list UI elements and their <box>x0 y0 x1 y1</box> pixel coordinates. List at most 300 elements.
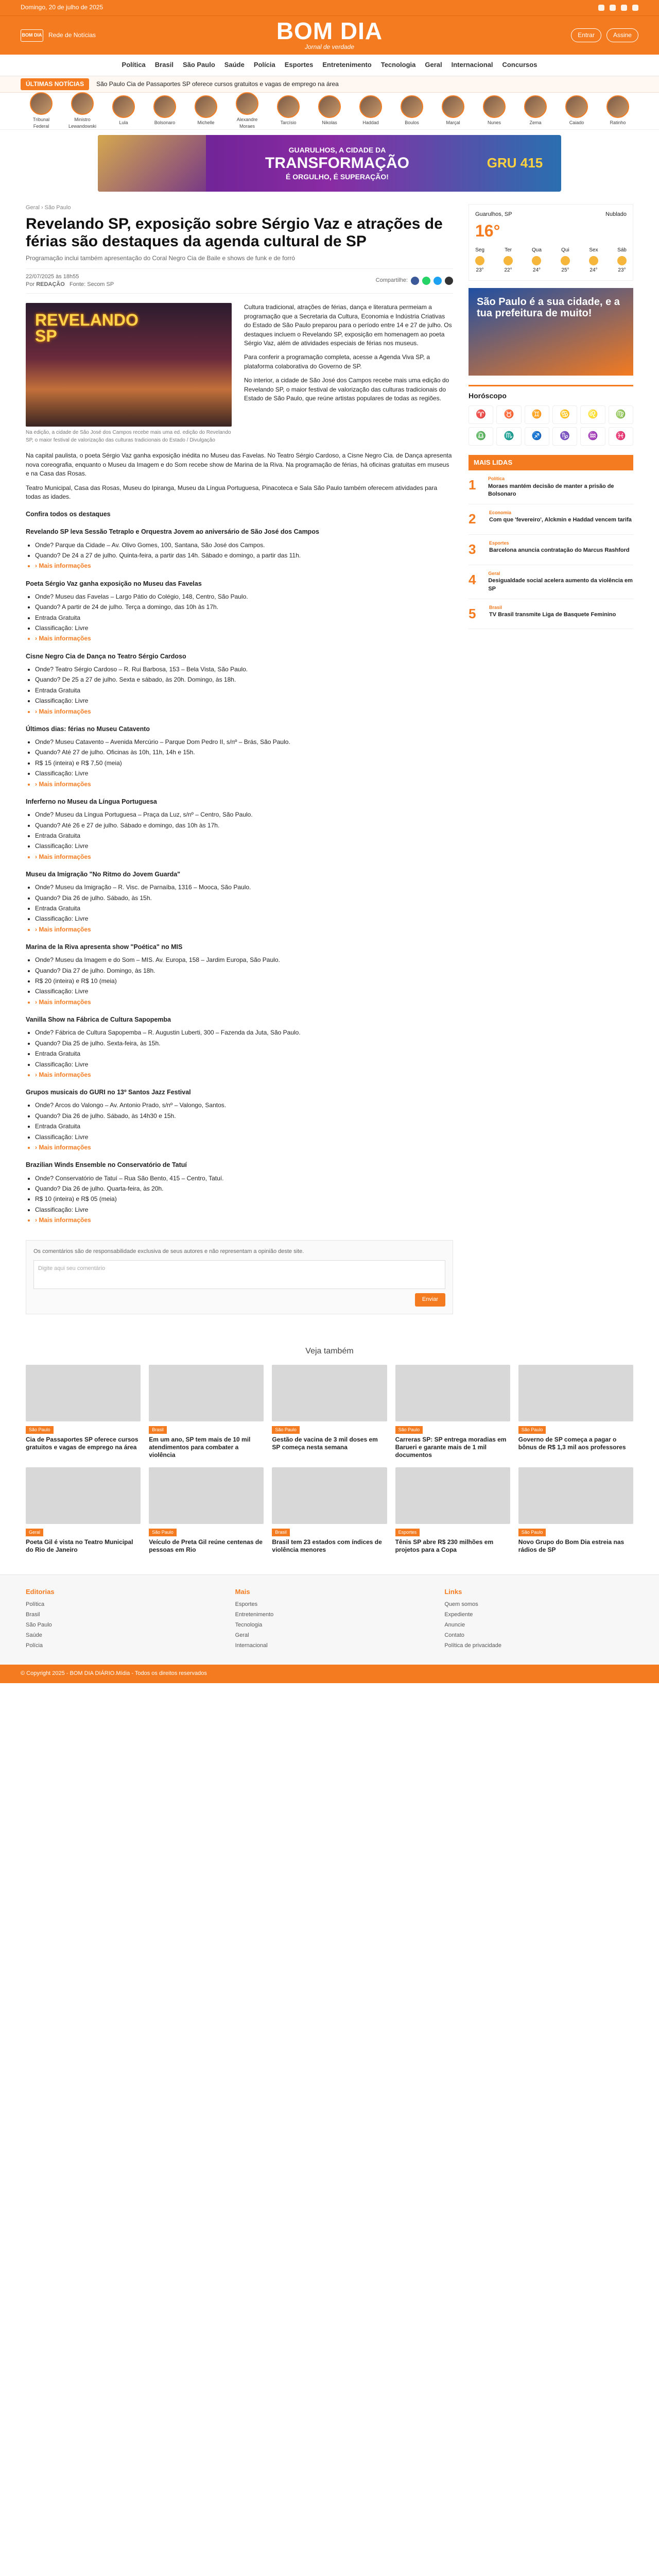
story-avatar <box>277 95 300 118</box>
section-item: • Classificação: Livre <box>35 1060 453 1069</box>
zodiac-sign-icon[interactable]: ♊ <box>525 405 549 424</box>
nav-item[interactable]: Geral <box>425 61 442 69</box>
zodiac-sign-icon[interactable]: ♒ <box>580 427 605 446</box>
story-label: Tribunal Federal <box>32 116 50 129</box>
trending-text[interactable]: São Paulo Cia de Passaportes SP oferece cursos gratuitos e vagas de emprego na área <box>96 80 339 88</box>
story-item[interactable] <box>232 92 262 130</box>
related-title: Governo de SP começa a pagar o bônus de R$ 1,3 mil aos professores <box>518 1435 626 1451</box>
story-avatar <box>195 95 217 118</box>
most-read-rank: 2 <box>469 511 476 527</box>
story-item[interactable] <box>562 95 592 126</box>
forecast-temp: 22° <box>504 267 512 273</box>
ad-line-1: GUARULHOS, A CIDADE DA <box>288 145 386 154</box>
section-item: • Quando? Até 27 de julho. Oficinas às 10h, 11h, 14h e 15h. <box>35 748 453 757</box>
link-share-icon[interactable] <box>445 277 453 285</box>
story-avatar <box>401 95 423 118</box>
sun-icon <box>532 256 541 265</box>
sun-icon <box>617 256 627 265</box>
more-info-link[interactable]: • › Mais informações <box>35 634 453 643</box>
forecast-temp: 25° <box>561 267 569 273</box>
nav-item[interactable]: Política <box>122 61 146 69</box>
story-item[interactable] <box>273 95 303 126</box>
footer-link[interactable]: Brasil <box>26 1612 40 1618</box>
section-title: Inferferno no Museu da Língua Portuguesa <box>26 798 157 805</box>
story-label: Zema <box>529 120 542 126</box>
body-paragraph: Teatro Municipal, Casa das Rosas, Museu do Ipiranga, Museu da Língua Portuguesa, Pinacoteca e Sala São Paulo também oferecem atividades para todas as idades. <box>26 484 438 500</box>
most-read-item[interactable] <box>469 470 633 504</box>
zodiac-sign-icon[interactable]: ♎ <box>469 427 493 446</box>
subscribe-button[interactable]: Assine <box>606 28 638 42</box>
zodiac-sign-icon[interactable]: ♐ <box>525 427 549 446</box>
breadcrumb[interactable]: Geral › São Paulo <box>26 205 71 211</box>
article-meta <box>26 268 453 294</box>
related-tag: Brasil <box>272 1529 290 1536</box>
forecast-day <box>617 247 627 274</box>
most-read-category: Esportes <box>489 540 509 546</box>
masthead <box>0 15 659 55</box>
more-info-link[interactable]: • › Mais informações <box>35 562 453 570</box>
nav-item[interactable]: Brasil <box>154 61 174 69</box>
story-avatar <box>318 95 341 118</box>
related-card[interactable] <box>518 1467 633 1554</box>
footer-link[interactable]: Contato <box>444 1632 464 1639</box>
story-item[interactable] <box>191 95 221 126</box>
stories-row <box>0 93 659 130</box>
story-label: Boulos <box>405 120 419 126</box>
headline: Revelando SP, exposição sobre Sérgio Vaz e atrações de férias são destaques da agenda cultural de SP <box>26 215 443 250</box>
section-list <box>35 810 453 861</box>
more-info-link[interactable]: • › Mais informações <box>35 707 453 716</box>
section-item: • Onde? Fábrica de Cultura Sapopemba – R. Augustin Luberti, 300 – Fazenda da Juta, São Paulo. <box>35 1028 453 1037</box>
forecast-day <box>475 247 484 274</box>
related-tag: São Paulo <box>518 1529 546 1536</box>
footer-column <box>444 1587 633 1653</box>
most-read-item[interactable] <box>469 565 633 599</box>
site-title: BOM DIA <box>276 17 383 44</box>
story-label: Lula <box>119 120 128 126</box>
share-bar <box>376 277 453 285</box>
youtube-icon[interactable] <box>632 5 638 11</box>
section-title: Últimos dias: férias no Museu Catavento <box>26 725 150 733</box>
forecast-day-name: Qui <box>561 247 569 253</box>
ad-banner-photo <box>98 135 206 192</box>
zodiac-sign-icon[interactable]: ♈ <box>469 405 493 424</box>
forecast-day <box>561 247 570 274</box>
most-read-rank: 5 <box>469 605 476 621</box>
most-read-rank: 4 <box>469 571 476 587</box>
site-tagline: Jornal de verdade <box>304 43 355 50</box>
related-tag: Brasil <box>149 1426 167 1434</box>
related-card[interactable] <box>26 1467 141 1554</box>
forecast-day-name: Seg <box>475 247 484 253</box>
section-list <box>35 956 453 1007</box>
sun-icon <box>475 256 484 265</box>
more-info-link[interactable]: • › Mais informações <box>35 853 453 861</box>
related-card[interactable] <box>395 1365 510 1459</box>
network-text: Rede de Notícias <box>48 31 96 39</box>
site-logo[interactable] <box>276 19 383 52</box>
related-title: Veículo de Preta Gil reúne centenas de pessoas em Rio <box>149 1538 263 1553</box>
story-label: Nunes <box>487 120 501 126</box>
ad-brand: GRU 415 <box>487 155 543 171</box>
more-info-link[interactable]: • › Mais informações <box>35 998 453 1007</box>
nav-item[interactable]: Saúde <box>224 61 245 69</box>
section-item: • Quando? De 25 a 27 de julho. Sexta e sábado, às 20h. Domingo, às 18h. <box>35 675 453 684</box>
section-item: • R$ 10 (inteira) e R$ 05 (meia) <box>35 1195 453 1204</box>
story-avatar <box>112 95 135 118</box>
nav-item[interactable]: Concursos <box>502 61 537 69</box>
story-label: Ratinho <box>610 120 626 126</box>
section-item: • Quando? Dia 26 de julho. Sábado, às 14h30 e 15h. <box>35 1112 453 1121</box>
subtitle: Programação inclui também apresentação do Coral Negro Cia de Baile e shows de funk e de forró <box>26 255 295 262</box>
more-info-link[interactable]: • › Mais informações <box>35 1143 453 1152</box>
forecast-day-name: Sáb <box>617 247 627 253</box>
story-label: Haddad <box>362 120 379 126</box>
related-image <box>395 1467 510 1524</box>
instagram-icon[interactable] <box>610 5 616 11</box>
section-item: • Quando? Até 26 e 27 de julho. Sábado e domingo, das 10h às 17h. <box>35 821 453 830</box>
related-image <box>518 1467 633 1524</box>
story-avatar <box>359 95 382 118</box>
related-title: Poeta Gil é vista no Teatro Municipal do Rio de Janeiro <box>26 1538 133 1553</box>
section-item: • Classificação: Livre <box>35 769 453 778</box>
related-tag: Geral <box>26 1529 43 1536</box>
section-title: Brazilian Winds Ensemble no Conservatório de Tatuí <box>26 1161 187 1169</box>
publish-date: 22/07/2025 às 18h55 <box>26 273 79 280</box>
footer-link[interactable]: Política de privacidade <box>444 1642 502 1649</box>
most-read-text <box>488 570 633 594</box>
section-list <box>35 1101 453 1152</box>
weather-desc: Nublado <box>605 211 627 217</box>
related-title: Carreras SP: SP entrega moradias em Barueri e garante mais de 1 mil documentos <box>395 1435 507 1459</box>
comment-disclaimer: Os comentários são de responsabilidade exclusiva de seus autores e não representam a opinião deste site. <box>33 1248 304 1255</box>
footer-column <box>26 1587 215 1653</box>
image-marquee: REVELANDO SP <box>35 311 138 345</box>
section-title: Cisne Negro Cia de Dança no Teatro Sérgio Cardoso <box>26 652 186 660</box>
weather-temp: 16° <box>475 221 500 240</box>
section-item: • Onde? Parque da Cidade – Av. Olivo Gomes, 100, Santana, São José dos Campos. <box>35 541 453 550</box>
story-avatar <box>71 92 94 115</box>
footer-heading: Links <box>444 1587 462 1596</box>
sun-icon <box>589 256 598 265</box>
footer-column <box>235 1587 424 1653</box>
source: Secom SP <box>87 281 114 288</box>
body-paragraph: Na capital paulista, o poeta Sérgio Vaz ganha exposição inédita no Museu das Favelas. No Teatro Sérgio Cardoso, a Cisne Negro Cia. de Dança apresenta nova coreografia, enquanto o Museu da Imagem e do Som recebe show de Marina de la Riva. Na programação de férias, há oficinas gratuitas em museus e na Casa das Rosas. <box>26 452 452 478</box>
forecast-day <box>532 247 542 274</box>
nav-item[interactable]: Internacional <box>451 61 493 69</box>
section-item: • Classificação: Livre <box>35 697 453 705</box>
forecast-temp: 24° <box>589 267 598 273</box>
footer <box>0 1574 659 1665</box>
horoscope-title: Horóscopo <box>469 392 507 400</box>
story-item[interactable] <box>521 95 550 126</box>
article-intro <box>244 303 453 444</box>
section-item: • Classificação: Livre <box>35 842 453 851</box>
footer-heading: Editorias <box>26 1587 55 1596</box>
section-title: Vanilla Show na Fábrica de Cultura Sapopemba <box>26 1016 171 1024</box>
article-figure <box>26 303 232 444</box>
footer-link[interactable]: Anuncie <box>444 1622 465 1629</box>
story-item[interactable] <box>603 95 633 126</box>
section-item: • Quando? Dia 25 de julho. Sexta-feira, às 15h. <box>35 1039 453 1048</box>
story-item[interactable] <box>26 92 56 130</box>
forecast-day-name: Ter <box>505 247 512 253</box>
most-read-text <box>489 604 616 624</box>
footer-link[interactable]: Entretenimento <box>235 1612 274 1618</box>
section-item: • Onde? Museu da Imigração – R. Visc. de Parnaíba, 1316 – Mooca, São Paulo. <box>35 883 453 892</box>
story-avatar <box>153 95 176 118</box>
article-image[interactable] <box>26 303 232 427</box>
most-read-title: Desigualdade social acelera aumento da violência em SP <box>488 577 633 592</box>
related-image <box>518 1365 633 1421</box>
section-item: • Entrada Gratuita <box>35 1122 453 1131</box>
twitter-icon[interactable] <box>621 5 627 11</box>
related-tag: São Paulo <box>395 1426 423 1434</box>
story-item[interactable] <box>150 95 180 126</box>
image-caption: Na edição, a cidade de São José dos Campos recebe mais uma ed. edição do Revelando SP, o maior festival de valorização das culturas tradicionais do Estado / Divulgação <box>26 430 231 443</box>
story-item[interactable] <box>438 95 468 126</box>
section-list <box>35 1174 453 1225</box>
section-item: • Classificação: Livre <box>35 1133 453 1142</box>
forecast-temp: 23° <box>476 267 484 273</box>
story-avatar <box>565 95 588 118</box>
login-button[interactable]: Entrar <box>571 28 601 42</box>
section-list <box>35 883 453 934</box>
more-info-link[interactable]: • › Mais informações <box>35 925 453 934</box>
section-title: Poeta Sérgio Vaz ganha exposição no Museu das Favelas <box>26 580 202 587</box>
section-item: • Quando? Dia 26 de julho. Sábado, às 15h. <box>35 894 453 903</box>
section-item: • Entrada Gratuita <box>35 686 453 695</box>
most-read-item[interactable] <box>469 504 633 535</box>
section-item: • Onde? Arcos do Valongo – Av. Antonio Prado, s/nº – Valongo, Santos. <box>35 1101 453 1110</box>
footer-link[interactable]: Polícia <box>26 1642 43 1649</box>
footer-link[interactable]: Saúde <box>26 1632 42 1639</box>
current-date: Domingo, 20 de julho de 2025 <box>21 4 103 11</box>
forecast-day <box>589 247 598 274</box>
most-read-title: TV Brasil transmite Liga de Basquete Feminino <box>489 611 616 618</box>
story-item[interactable] <box>67 92 97 130</box>
story-item[interactable] <box>356 95 386 126</box>
related-title: Cia de Passaportes SP oferece cursos gratuitos e vagas de emprego na área <box>26 1435 138 1451</box>
horoscope-grid <box>469 405 633 446</box>
related-card[interactable] <box>272 1365 387 1459</box>
source-label: Fonte: <box>69 281 86 288</box>
facebook-icon[interactable] <box>598 5 604 11</box>
most-read-title: MAIS LIDAS <box>469 455 633 471</box>
sidebar-ad[interactable]: São Paulo é a sua cidade, e a tua prefeitura de muito! <box>469 288 633 376</box>
sun-icon <box>561 256 570 265</box>
footer-link[interactable]: Política <box>26 1601 45 1608</box>
main-nav <box>0 55 659 76</box>
story-item[interactable] <box>479 95 509 126</box>
story-label: Tarcísio <box>280 120 297 126</box>
section-list <box>35 665 453 716</box>
section-item: • Entrada Gratuita <box>35 832 453 840</box>
article <box>26 197 453 1325</box>
social-icons <box>598 5 638 11</box>
section-item: • R$ 20 (inteira) e R$ 10 (meia) <box>35 977 453 986</box>
related-tag: São Paulo <box>272 1426 300 1434</box>
forecast-day-name: Sex <box>589 247 598 253</box>
nav-item[interactable]: São Paulo <box>182 61 215 69</box>
footer-link[interactable]: Esportes <box>235 1601 258 1608</box>
related-card[interactable] <box>26 1365 141 1459</box>
nav-item[interactable]: Esportes <box>284 61 314 69</box>
weather-widget <box>469 204 633 281</box>
intro-paragraph: No interior, a cidade de São José dos Campos recebe mais uma edição do Revelando SP, o maior festival de valorização das culturas tradicionais do Estado de São Paulo, que reúne artistas populares de todas as regiões. <box>244 377 449 402</box>
related-card[interactable] <box>518 1365 633 1459</box>
section-item: • Classificação: Livre <box>35 914 453 923</box>
ad-line-2: TRANSFORMAÇÃO <box>265 155 409 172</box>
related-image <box>149 1365 264 1421</box>
zodiac-sign-icon[interactable]: ♏ <box>496 427 521 446</box>
zodiac-sign-icon[interactable]: ♑ <box>552 427 577 446</box>
section-item: • R$ 15 (inteira) e R$ 7,50 (meia) <box>35 759 453 768</box>
author-label: Por <box>26 281 35 288</box>
related-image <box>149 1467 264 1524</box>
section-item: • Onde? Teatro Sérgio Cardoso – R. Rui Barbosa, 153 – Bela Vista, São Paulo. <box>35 665 453 674</box>
telegram-share-icon[interactable] <box>433 277 442 285</box>
related-tag: São Paulo <box>518 1426 546 1434</box>
footer-heading: Mais <box>235 1587 250 1596</box>
section-item: • Quando? Dia 26 de julho. Quarta-feira, às 20h. <box>35 1184 453 1193</box>
section-item: • Classificação: Livre <box>35 1206 453 1214</box>
story-label: Ministro Lewandowski <box>68 116 97 129</box>
story-avatar <box>30 92 53 115</box>
section-list <box>35 541 453 571</box>
section-title: Confira todos os destaques <box>26 511 111 518</box>
footer-link[interactable]: Tecnologia <box>235 1622 263 1629</box>
related-title: Tênis SP abre R$ 230 milhões em projetos para a Copa <box>395 1538 494 1553</box>
most-read-category: Economia <box>489 510 512 516</box>
section-item: • Entrada Gratuita <box>35 614 453 622</box>
section-item: • Quando? A partir de 24 de julho. Terça a domingo, das 10h às 17h. <box>35 603 453 612</box>
network-logo[interactable]: BOM DIA <box>21 29 43 42</box>
story-item[interactable] <box>315 95 344 126</box>
section-item: • Onde? Museu das Favelas – Largo Pátio do Colégio, 148, Centro, São Paulo. <box>35 592 453 601</box>
section-item: • Classificação: Livre <box>35 624 453 633</box>
story-label: Caiado <box>569 120 584 126</box>
more-info-link[interactable]: • › Mais informações <box>35 780 453 789</box>
section-item: • Classificação: Livre <box>35 987 453 996</box>
more-info-link[interactable]: • › Mais informações <box>35 1216 453 1225</box>
footer-link[interactable]: Quem somos <box>444 1601 478 1608</box>
section-item: • Entrada Gratuita <box>35 904 453 913</box>
weather-forecast <box>475 247 627 274</box>
ad-line-3: É ORGULHO, É SUPERAÇÃO! <box>286 172 389 181</box>
story-avatar <box>236 92 258 115</box>
section-item: • Onde? Museu da Língua Portuguesa – Praça da Luz, s/nº – Centro, São Paulo. <box>35 810 453 819</box>
story-label: Michelle <box>197 120 215 126</box>
related-image <box>272 1365 387 1421</box>
related-card[interactable] <box>149 1365 264 1459</box>
related-image <box>26 1467 141 1524</box>
footer-link[interactable]: São Paulo <box>26 1622 52 1629</box>
related-image <box>272 1467 387 1524</box>
story-avatar <box>606 95 629 118</box>
horoscope <box>469 385 633 445</box>
related-title: Gestão de vacina de 3 mil doses em SP começa nesta semana <box>272 1435 378 1451</box>
nav-item[interactable]: Entretenimento <box>322 61 372 69</box>
most-read-title: Moraes mantém decisão de manter a prisão de Bolsonaro <box>488 483 614 498</box>
footer-link[interactable]: Geral <box>235 1632 249 1639</box>
related-card[interactable] <box>149 1467 264 1554</box>
section-title: Marina de la Riva apresenta show "Poética" no MIS <box>26 943 183 951</box>
nav-item[interactable]: Tecnologia <box>380 61 416 69</box>
zodiac-sign-icon[interactable]: ♍ <box>609 405 633 424</box>
section-list <box>35 1028 453 1079</box>
sun-icon <box>504 256 513 265</box>
section-title: Museu da Imigração "No Ritmo do Jovem Guarda" <box>26 871 181 878</box>
zodiac-sign-icon[interactable]: ♌ <box>580 405 605 424</box>
story-item[interactable] <box>397 95 427 126</box>
related-card[interactable] <box>272 1467 387 1554</box>
story-label: Marçal <box>446 120 460 126</box>
section-title: Grupos musicais do GURI no 13º Santos Jazz Festival <box>26 1089 191 1096</box>
related-title: Em um ano, SP tem mais de 10 mil atendimentos para combater a violência <box>149 1435 251 1459</box>
related-title: Brasil tem 23 estados com índices de violência menores <box>272 1538 382 1553</box>
nav-item[interactable]: Polícia <box>253 61 275 69</box>
zodiac-sign-icon[interactable]: ♋ <box>552 405 577 424</box>
article-body <box>26 451 453 1225</box>
related-title: Novo Grupo do Bom Dia estreia nas rádios de SP <box>518 1538 625 1553</box>
facebook-share-icon[interactable] <box>411 277 419 285</box>
story-avatar <box>442 95 464 118</box>
section-item: • Quando? De 24 a 27 de julho. Quinta-feira, a partir das 14h. Sábado e domingo, a partir das 11h. <box>35 551 453 560</box>
footer-link[interactable]: Expediente <box>444 1612 473 1618</box>
section-item: • Onde? Museu da Imagem e do Som – MIS. Av. Europa, 158 – Jardim Europa, São Paulo. <box>35 956 453 964</box>
most-read-item[interactable] <box>469 599 633 630</box>
section-title: Revelando SP leva Sessão Tetraplo e Orquestra Jovem ao aniversário de São José dos Campos <box>26 528 319 536</box>
most-read-title: Com que 'fevereiro', Alckmin e Haddad vencem tarifa <box>489 517 632 523</box>
forecast-temp: 24° <box>532 267 541 273</box>
most-read-title: Barcelona anuncia contratação do Marcus Rashford <box>489 547 630 554</box>
related-tag: Esportes <box>395 1529 420 1536</box>
zodiac-sign-icon[interactable]: ♓ <box>609 427 633 446</box>
more-info-link[interactable]: • › Mais informações <box>35 1071 453 1079</box>
story-avatar <box>524 95 547 118</box>
most-read-text <box>489 510 632 529</box>
most-read-item[interactable] <box>469 535 633 565</box>
trending-label: ÚLTIMAS NOTÍCIAS <box>21 78 89 90</box>
story-label: Nikolas <box>322 120 337 126</box>
send-comment-button[interactable]: Enviar <box>415 1293 445 1307</box>
share-label: Compartilhe: <box>375 277 408 284</box>
copyright: © Copyright 2025 - BOM DIA DIÁRIO.Mídia - Todos os direitos reservados <box>0 1665 659 1683</box>
section-item: • Quando? Dia 27 de julho. Domingo, às 18h. <box>35 967 453 975</box>
most-read <box>469 455 633 630</box>
forecast-day-name: Qua <box>532 247 542 253</box>
section-list <box>35 592 453 643</box>
story-item[interactable] <box>109 95 138 126</box>
section-list <box>35 738 453 789</box>
related-tag: São Paulo <box>26 1426 54 1434</box>
section-item: • Entrada Gratuita <box>35 1049 453 1058</box>
forecast-temp: 23° <box>618 267 626 273</box>
footer-link[interactable]: Internacional <box>235 1642 268 1649</box>
most-read-text <box>488 476 633 499</box>
comment-input[interactable]: Digite aqui seu comentário <box>33 1260 445 1289</box>
author: REDAÇÃO <box>36 281 65 288</box>
related-card[interactable] <box>395 1467 510 1554</box>
most-read-rank: 3 <box>469 541 476 557</box>
most-read-text <box>489 540 630 560</box>
ad-banner[interactable] <box>98 135 561 192</box>
zodiac-sign-icon[interactable]: ♉ <box>496 405 521 424</box>
whatsapp-share-icon[interactable] <box>422 277 430 285</box>
weather-city: Guarulhos, SP <box>475 211 512 217</box>
top-bar <box>0 0 659 15</box>
